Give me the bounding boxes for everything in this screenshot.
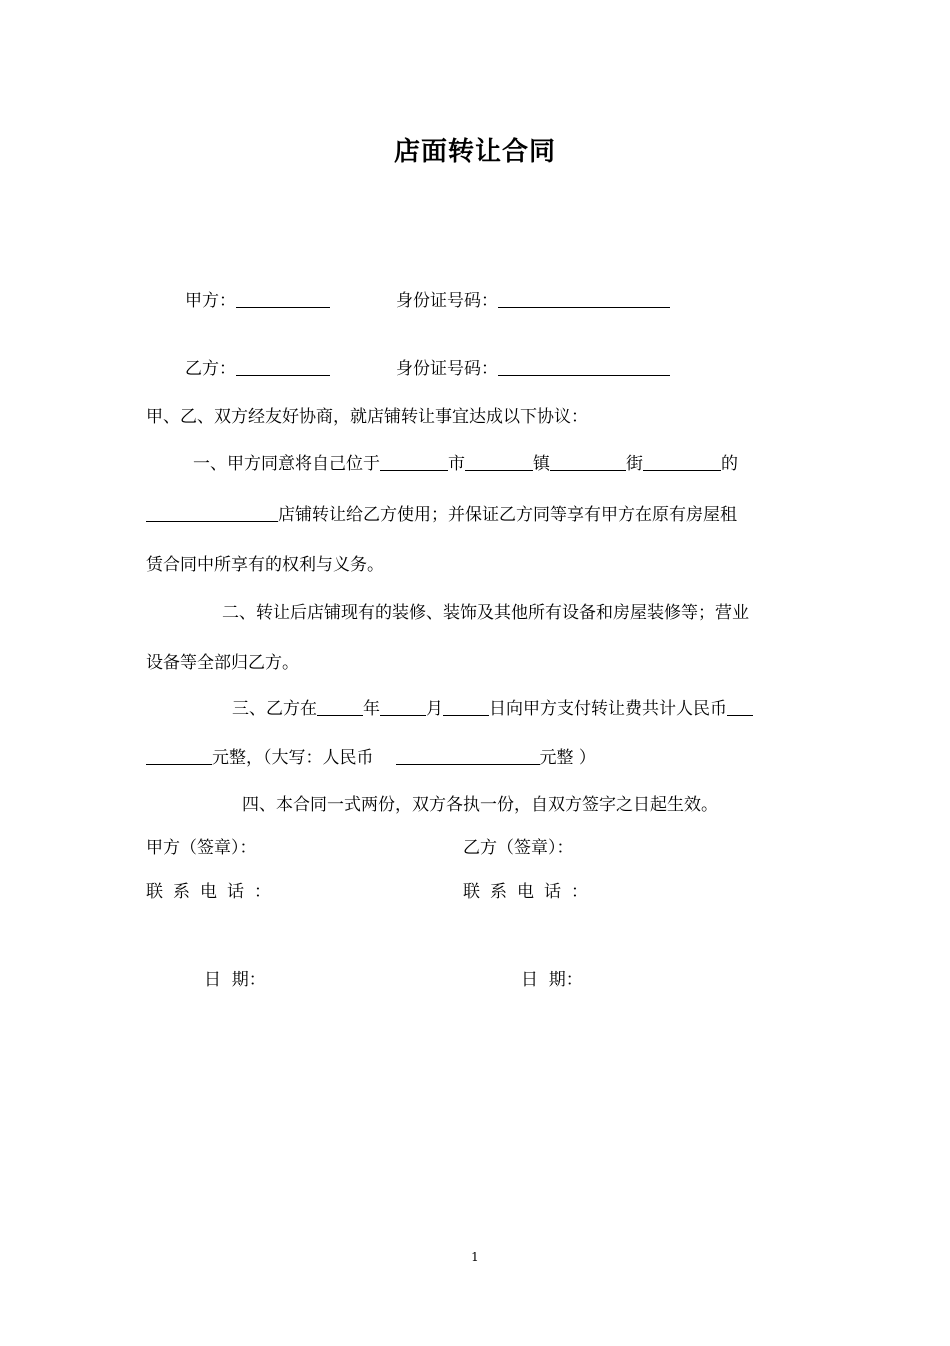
clause2-line2: 设备等全部归乙方。 [146,653,299,673]
amount-label: 元整，（大写：人民币 [212,748,374,768]
day-label: 日向甲方支付转让费共计人民币 [489,699,727,719]
party-a-phone-label: 联系电话： [146,882,281,902]
party-b-id-blank [498,359,670,376]
party-a-id-label: 身份证号码： [396,291,498,311]
page-number: 1 [471,1250,479,1264]
street-label: 街 [626,454,643,474]
party-a-signature-label: 甲方（签章）： [146,838,257,858]
day-blank [443,699,489,716]
clause3-line2 [146,747,596,769]
month-label: 月 [426,699,443,719]
of-label: 的 [721,454,738,474]
party-b-name-blank [236,359,330,376]
year-label: 年 [363,699,380,719]
address-blank [643,454,721,471]
clause1-text-2: 店铺转让给乙方使用；并保证乙方同等享有甲方在原有房屋租 [278,505,737,525]
amount-words-blank [396,748,540,765]
party-b-signature-label: 乙方（签章）： [463,838,574,858]
party-a-row [185,290,330,312]
clause1-text: 一、甲方同意将自己位于 [193,454,380,474]
party-b-label: 乙方： [185,359,236,379]
amount-blank-2 [146,748,212,765]
clause4-paragraph: 四、本合同一式两份，双方各执一份，自双方签字之日起生效。 [242,795,718,815]
party-a-name-blank [236,291,330,308]
month-blank [380,699,426,716]
clause3-line1 [232,698,753,720]
party-a-date-label: 日 期： [204,970,266,990]
party-b-row [185,358,330,380]
town-blank [465,454,533,471]
party-b-date-label: 日 期： [521,970,583,990]
intro-paragraph: 甲、乙、双方经友好协商，就店铺转让事宜达成以下协议： [146,407,588,427]
party-b-id-label: 身份证号码： [396,359,498,379]
shop-name-blank [146,505,278,522]
clause1-line1 [193,453,738,475]
clause1-line3: 赁合同中所享有的权利与义务。 [146,555,384,575]
clause2-line1: 二、转让后店铺现有的装修、装饰及其他所有设备和房屋装修等；营业 [222,603,749,623]
clause3-text: 三、乙方在 [232,699,317,719]
party-a-id-row [396,290,670,312]
party-a-id-blank [498,291,670,308]
year-blank [317,699,363,716]
amount-blank-1 [727,699,753,716]
party-b-phone-label: 联系电话： [463,882,598,902]
party-a-label: 甲方： [185,291,236,311]
clause1-line2 [146,504,737,526]
town-label: 镇 [533,454,550,474]
party-b-id-row [396,358,670,380]
amount-end-label: 元整 ） [539,748,596,768]
page-title: 店面转让合同 [393,137,556,167]
street-blank [550,454,626,471]
city-blank [380,454,448,471]
city-label: 市 [448,454,465,474]
